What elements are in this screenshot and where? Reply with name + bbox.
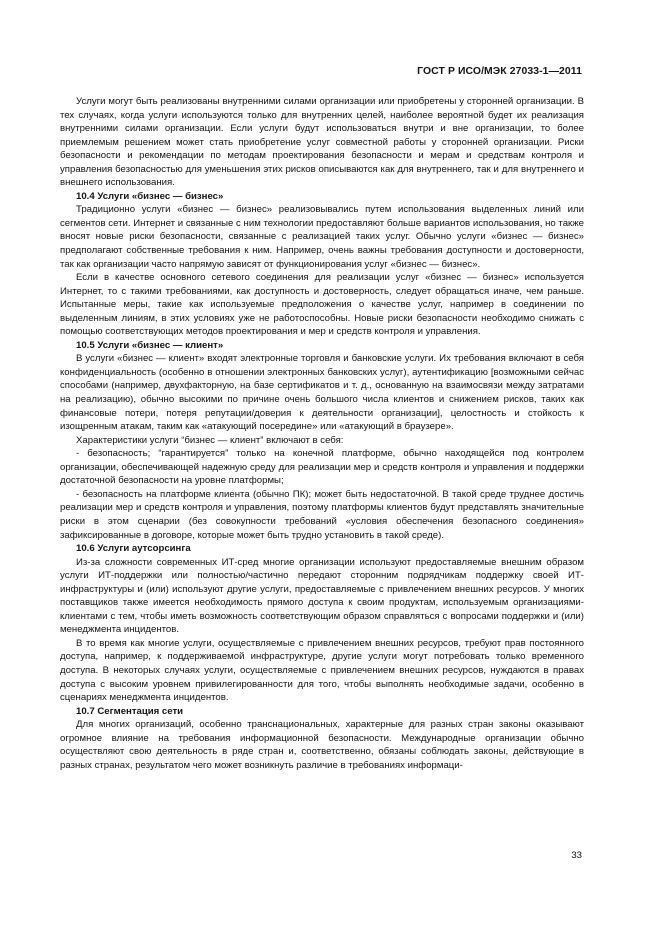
section-heading-10-7: 10.7 Сегментация сети [76,705,184,717]
list-item: - безопасность; “гарантируется” только на конечной платформе, обычно находящейся под контролем организации, обеспечивающей надежную среду для реализации мер и средств контроля и управления и поддержки достаточной безопасности на уровне платформы; [60,448,584,487]
section-heading-10-4: 10.4 Услуги «бизнес — бизнес» [76,190,224,202]
paragraph: В то время как многие услуги, осуществляемые с привлечением внешних ресурсов, требуют прав постоянного доступа, например, к поддерживаемой инфраструктуре, другие услуги могут потребовать только временного доступа. В некоторых случаях услуги, осуществляемые с привлечением внешних ресурсов, нуждаются в правах доступа с высоким уровнем привилегированности для того, чтобы выполнять необходимые задачи, особенно в сценариях менеджмента инцидентов. [60,637,584,704]
list-item: - безопасность на платформе клиента (обычно ПК); может быть недостаточной. В такой среде труднее достичь реализации мер и средств контроля и управления, поэтому платформы клиентов будут представлять значительные риски в этом сценарии (без совокупности требований «условия обеспечения безопасного соединения» зафиксированные в договоре, которые может быть трудно установить в такой среде). [60,488,584,541]
paragraph: Для многих организаций, особенно транснациональных, характерные для разных стран законы оказывают огромное влияние на требования информационной безопасности. Международные организации обычно осуществляют свою деятельность в ряде стран и, соответственно, обязаны соблюдать законы, действующие в разных странах, результатом чего может возникнуть различие в требованиях информаци- [60,719,584,771]
section-heading-10-5: 10.5 Услуги «бизнес — клиент» [76,339,224,351]
standard-code-header: ГОСТ Р ИСО/МЭК 27033-1—2011 [417,66,582,77]
paragraph: В услуги «бизнес — клиент» входят электронные торговля и банковские услуги. Их требования включают в себя конфиденциальность (особенно в отношении электронных банковских услуг), аутентификацию [возможными сейчас способами (например, двухфакторную, на базе сертификатов и т. д., основанную на взаимосвязи между затратами на реализацию), обычно высокими по причине очень большого числа клиентов и снижением рисков, таких как финансовые потери, потеря репутации/доверия к деятельности организации], целостность и стойкость к изощренным атакам, таким как «атакующий посередине» или «атакующий в браузере». [60,353,584,433]
paragraph: Характеристики услуги “бизнес — клиент” включают в себя: [76,434,344,446]
paragraph: Услуги могут быть реализованы внутренними силами организации или приобретены у сторонней организации. В тех случаях, когда услуги используются только для внутренних целей, наиболее вероятной будет их реализация внутренними силами организации. Если услуги будут использоваться внутри и вне организации, то более приемлемым решением может стать приобретение услуг совместной работы у сторонней организации. Риски безопасности и рекомендации по методам проектирования безопасности и мерам и средствам контроля и управления безопасностью для уменьшения этих рисков описываются как для внутреннего, так и для внутреннего и внешнего использования. [60,96,584,189]
page-body [60,95,584,772]
paragraph: Из-за сложности современных ИТ-сред многие организации используют предоставляемые внешним образом услуги ИТ-поддержки или полностью/частично передают сторонним подрядчикам поддержку своей ИТ-инфраструктуры и (или) используют другие услуги, предоставляемые с привлечением внешних ресурсов. У многих поставщиков также имеется необходимость прямого доступа к своим продуктам, используемым организациями-клиентами с тем, чтобы иметь возможность соответствующим образом справляться с вопросами поддержки и (или) менеджмента инцидентов. [60,556,584,636]
paragraph: Если в качестве основного сетевого соединения для реализации услуг «бизнес — бизнес» используется Интернет, то с такими требованиями, как доступность и достоверность, следует обращаться иначе, чем раньше. Испытанные меры, такие как используемые предположения о качестве услуг, например в соединении по выделенным линиям, в этих условиях уже не работоспособны. Новые риски безопасности необходимо снижать с помощью соответствующих методов проектирования и мер и средств контроля и управления. [60,272,584,338]
page-number: 33 [571,850,582,861]
paragraph: Традиционно услуги «бизнес — бизнес» реализовывались путем использования выделенных линий или сегментов сети. Интернет и связанные с ним технологии предоставляют больше вариантов использования, но также вносят новые риски безопасности, связанные с реализацией таких услуг. Обычно услуги «бизнес — бизнес» предполагают собственные требования к ним. Например, очень важны требования доступности и достоверности, так как организации часто напрямую зависят от функционирования услуг «бизнес — бизнес». [60,204,584,270]
section-heading-10-6: 10.6 Услуги аутсорсинга [76,543,191,555]
